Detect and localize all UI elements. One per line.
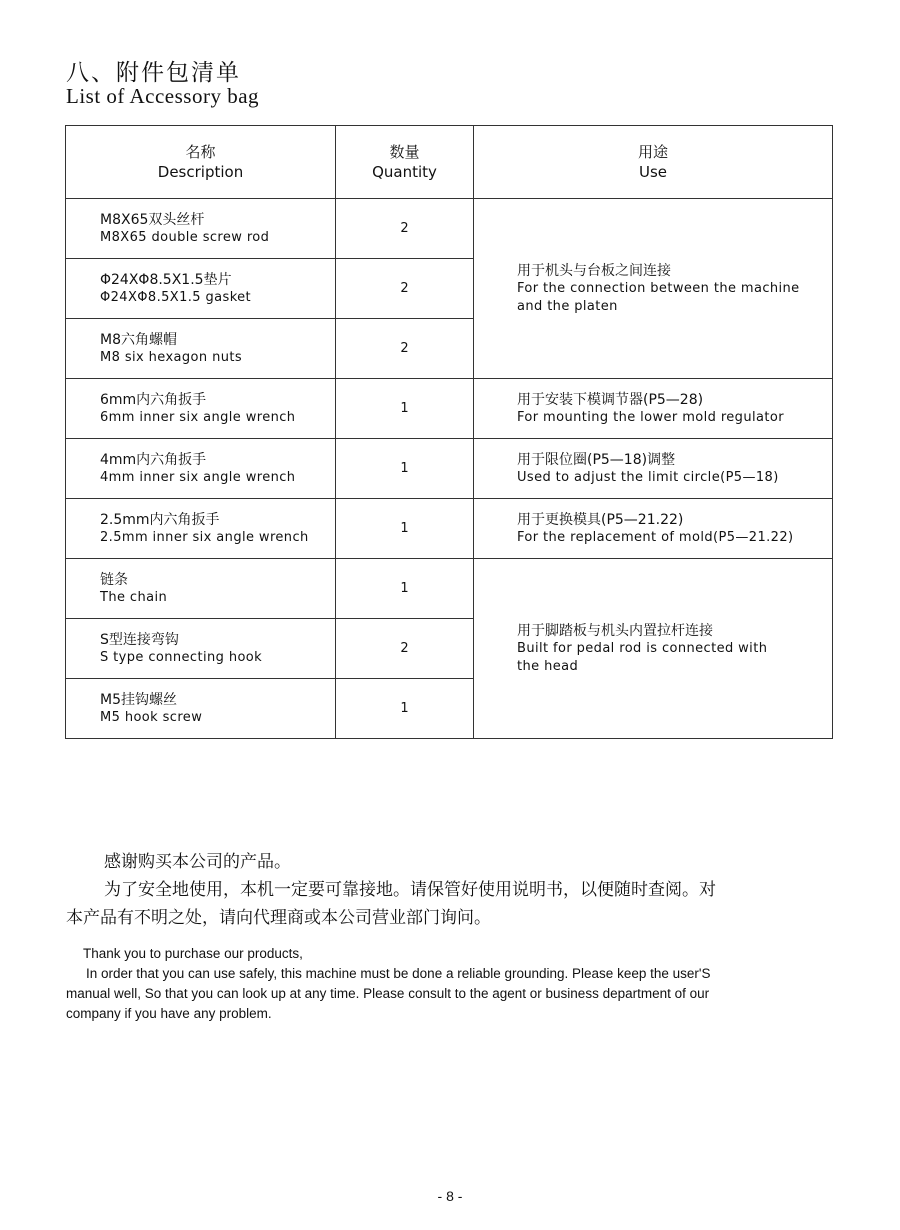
page-number: - 8 - xyxy=(437,1188,463,1204)
item-quantity: 1 xyxy=(336,379,474,439)
header-description: 名称 Description xyxy=(66,126,336,199)
item-quantity: 1 xyxy=(336,679,474,739)
item-quantity: 1 xyxy=(336,559,474,619)
item-description: S型连接弯钩 S type connecting hook xyxy=(66,619,336,679)
item-use: 用于机头与台板之间连接 For the connection between the machine and the platen xyxy=(474,199,833,379)
table-header-row xyxy=(66,126,833,199)
item-quantity: 1 xyxy=(336,439,474,499)
thanks-en-line: manual well, So that you can look up at any time. Please consult to the agent or business department of our xyxy=(66,986,710,1001)
thanks-cn-line: 为了安全地使用，本机一定要可靠接地。请保管好使用说明书，以便随时查阅。对 xyxy=(104,880,716,900)
thanks-en-line: company if you have any problem. xyxy=(66,1006,272,1021)
table-row xyxy=(66,499,833,559)
item-quantity: 2 xyxy=(336,319,474,379)
item-use: 用于更换模具(P5—21.22) For the replacement of mold(P5—21.22) xyxy=(474,499,833,559)
thanks-cn-line: 感谢购买本公司的产品。 xyxy=(104,852,291,872)
table-row xyxy=(66,199,833,259)
header-quantity: 数量 Quantity xyxy=(336,126,474,199)
item-description: 4mm内六角扳手 4mm inner six angle wrench xyxy=(66,439,336,499)
item-description: M8X65双头丝杆 M8X65 double screw rod xyxy=(66,199,336,259)
thanks-note-cn xyxy=(66,848,846,932)
table-row xyxy=(66,559,833,619)
section-title-cn: 八、附件包清单 xyxy=(66,60,241,86)
accessory-table xyxy=(65,125,833,739)
item-description: 6mm内六角扳手 6mm inner six angle wrench xyxy=(66,379,336,439)
item-quantity: 2 xyxy=(336,199,474,259)
item-description: M5挂钩螺丝 M5 hook screw xyxy=(66,679,336,739)
item-use: 用于限位圈(P5—18)调整 Used to adjust the limit circle(P5—18) xyxy=(474,439,833,499)
item-quantity: 2 xyxy=(336,259,474,319)
item-quantity: 2 xyxy=(336,619,474,679)
item-use: 用于安装下模调节器(P5—28) For mounting the lower mold regulator xyxy=(474,379,833,439)
thanks-en-line: In order that you can use safely, this machine must be done a reliable grounding. Please keep the user'S xyxy=(86,966,711,981)
table-row xyxy=(66,379,833,439)
item-description: 2.5mm内六角扳手 2.5mm inner six angle wrench xyxy=(66,499,336,559)
section-title-en: List of Accessory bag xyxy=(66,84,260,108)
table-row xyxy=(66,439,833,499)
item-quantity: 1 xyxy=(336,499,474,559)
item-use: 用于脚踏板与机头内置拉杆连接 Built for pedal rod is connected with the head xyxy=(474,559,833,739)
header-use: 用途 Use xyxy=(474,126,833,199)
item-description: M8六角螺帽 M8 six hexagon nuts xyxy=(66,319,336,379)
thanks-cn-line: 本产品有不明之处，请向代理商或本公司营业部门询问。 xyxy=(66,908,491,928)
thanks-note-en xyxy=(66,944,841,1024)
thanks-en-line: Thank you to purchase our products, xyxy=(83,946,303,961)
item-description: Φ24XΦ8.5X1.5垫片 Φ24XΦ8.5X1.5 gasket xyxy=(66,259,336,319)
item-description: 链条 The chain xyxy=(66,559,336,619)
